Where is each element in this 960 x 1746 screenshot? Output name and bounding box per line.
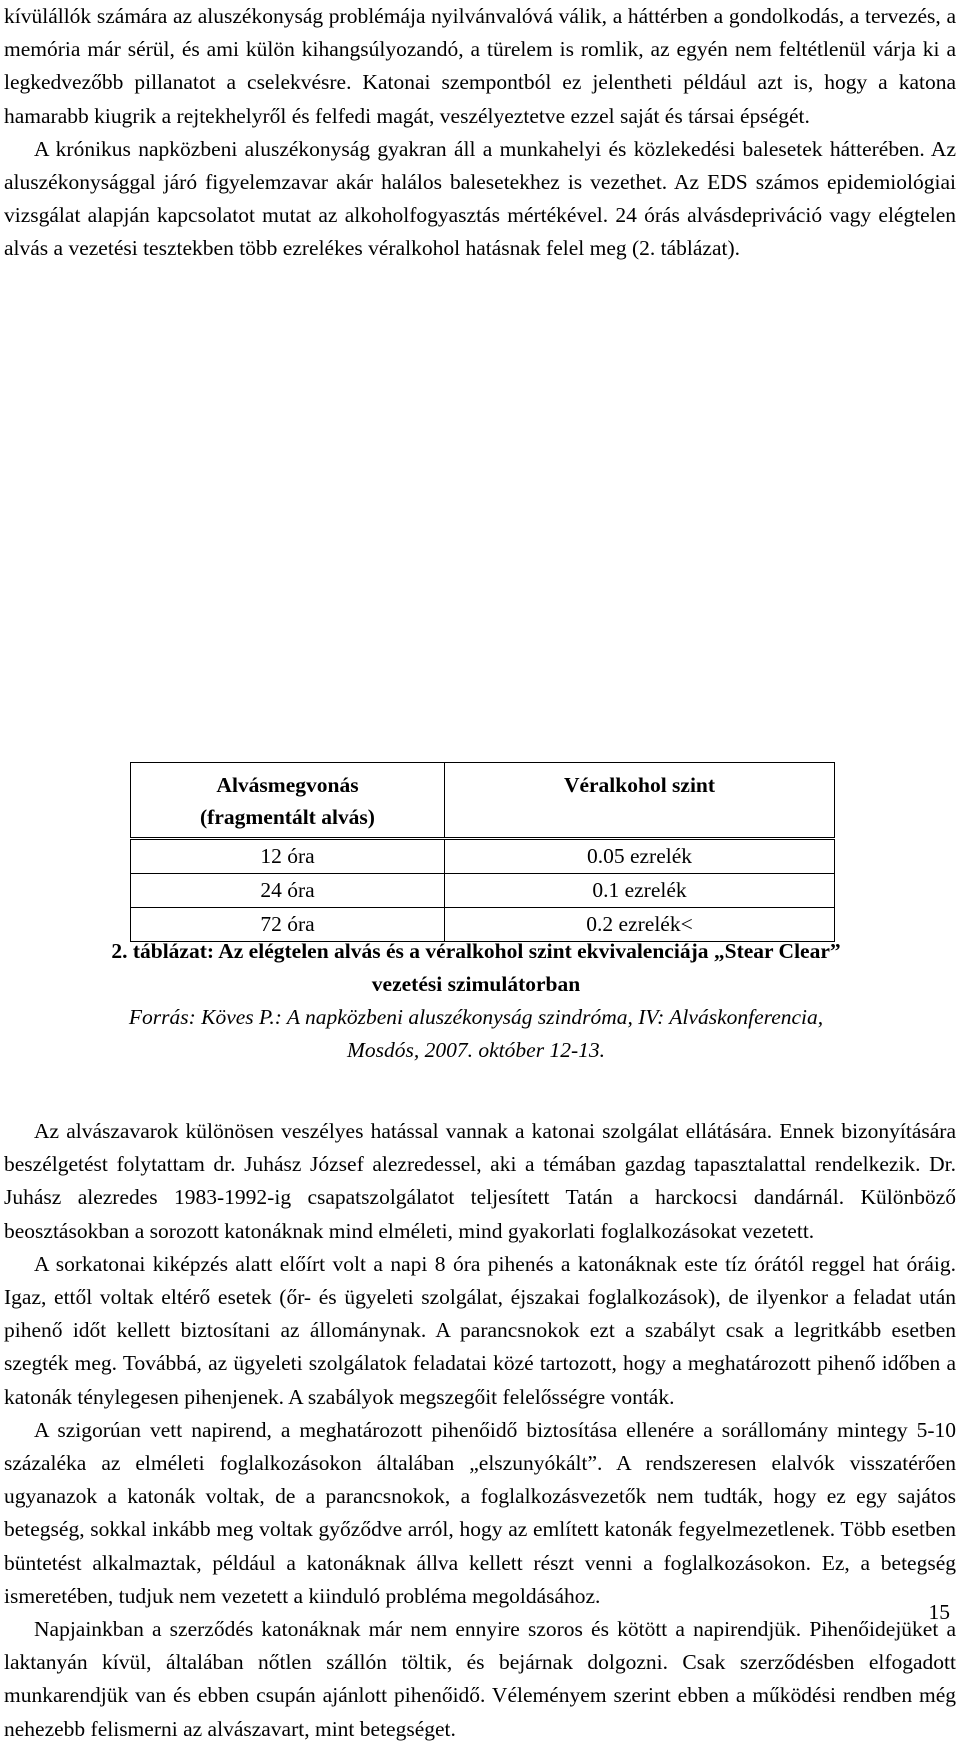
document-page	[4, 0, 956, 266]
header-deprivation	[131, 763, 445, 839]
caption-source-line1: Forrás: Köves P.: A napközbeni aluszékonyság szindróma, IV: Alváskonferencia,	[128, 1005, 824, 1029]
caption-title-line2: vezetési szimulátorban	[371, 972, 581, 996]
cell-bac: 0.2 ezrelék<	[445, 908, 835, 942]
header-bac: Véralkohol szint	[445, 763, 835, 839]
caption-title-line1: 2. táblázat: Az elégtelen alvás és a véralkohol szint ekvivalenciája „Stear Clear”	[111, 939, 841, 963]
body-text-continued	[4, 1115, 956, 1746]
cell-deprivation: 72 óra	[131, 908, 445, 942]
paragraph-military-service: Az alvászavarok különösen veszélyes hatással vannak a katonai szolgálat ellátására. Ennek bizonyítására beszélgetést folytattam dr. Juhász József alezredessel, aki a témában gazdag tapasztalattal rendelkezik. Dr. Juhász alezredes 1983-1992-ig csapatszolgálatot teljesített Tatán a harckocsi dandárnál. Különböző beosztásokban a sorozott katonáknak mind elméleti, mind gyakorlati foglalkozásokat vezetett.	[4, 1119, 956, 1243]
page-number: 15	[928, 1600, 950, 1624]
caption-source-line2: Mosdós, 2007. október 12-13.	[347, 1038, 605, 1062]
paragraph-conscript-rest: A sorkatonai kiképzés alatt előírt volt a napi 8 óra pihenés a katonáknak este tíz órától reggel hat óráig. Igaz, ettől voltak eltérő esetek (őr- és ügyeleti szolgálat, éjszakai foglalkozások), de ilyenkor a feladat után pihenő időt kellett biztosítani az állománynak. A parancsnokok ezt a szabályt csak a legritkább esetben szegték meg. Továbbá, az ügyeleti szolgálatok feladatai közé tartozott, hogy a meghatározott pihenő időben a katonák ténylegesen pihenjenek. A szabályok megszegőit felelősségre vonták.	[4, 1251, 956, 1409]
paragraph-dozing-soldiers: A szigorúan vett napirend, a meghatározott pihenőidő biztosítása ellenére a sorállomány mintegy 5-10 százaléka az elméleti foglalkozásokon általában „elszunyókált”. A rendszeresen elalvók visszatérően ugyanazok a katonák voltak, de a parancsnokok, a foglalkozásvezetők nem tudták, hogy ez egy sajátos betegség, sokkal inkább meg voltak győződve arról, hogy az említett katonák fegyelmezetlenek. Több esetben büntetést alkalmaztak, például a katonáknak állva kellett részt venni a foglalkozásokon. Ez, a betegség ismeretében, tudjuk nem vezetett a kiinduló probléma megoldásához.	[4, 1417, 956, 1608]
sleep-alcohol-table-container	[130, 762, 835, 942]
cell-deprivation: 12 óra	[131, 839, 445, 874]
header-deprivation-line1: Alvásmegvonás	[216, 773, 359, 797]
header-deprivation-line2: (fragmentált alvás)	[200, 805, 375, 829]
paragraph-contract-soldiers: Napjainkban a szerződés katonáknak már nem ennyire szoros és kötött a napirendjük. Pihenőidejüket a laktanyán kívül, általában nőtlen szállón töltik, és bejárnak dolgozni. Csak szerződésben elfogadott munkarendjük van és ebben csupán ajánlott pihenőidő. Véleményem szerint ebben a működési rendben még nehezebb felismerni az alvászavart, mint betegséget.	[4, 1617, 956, 1741]
table-header-row	[131, 763, 835, 839]
cell-bac: 0.05 ezrelék	[445, 839, 835, 874]
table-row	[131, 839, 835, 874]
table-row	[131, 874, 835, 908]
paragraph-sleepiness-effects: kívülállók számára az aluszékonyság problémája nyilvánvalóvá válik, a háttérben a gondolkodás, a tervezés, a memória már sérül, és ami külön kihangsúlyozandó, a türelem is romlik, az egyén nem feltétlenül várja ki a legkedvezőbb pillanatot a cselekvésre. Katonai szempontból ez jelentheti például azt is, hogy a katona hamarabb kiugrik a rejtekhelyről és felfedi magát, veszélyeztetve ezzel saját és társai épségét.	[4, 4, 956, 128]
sleep-alcohol-table	[130, 762, 835, 942]
table-caption	[0, 935, 952, 1067]
cell-deprivation: 24 óra	[131, 874, 445, 908]
paragraph-accidents: A krónikus napközbeni aluszékonyság gyakran áll a munkahelyi és közlekedési balesetek hátterében. Az aluszékonysággal járó figyelemzavar akár halálos balesetekhez is vezethet. Az EDS számos epidemiológiai vizsgálat alapján kapcsolatot mutat az alkoholfogyasztás mértékével. 24 órás alvásdepriváció vagy elégtelen alvás a vezetési tesztekben több ezrelékes véralkohol hatásnak felel meg (2. táblázat).	[4, 136, 956, 261]
cell-bac: 0.1 ezrelék	[445, 874, 835, 908]
